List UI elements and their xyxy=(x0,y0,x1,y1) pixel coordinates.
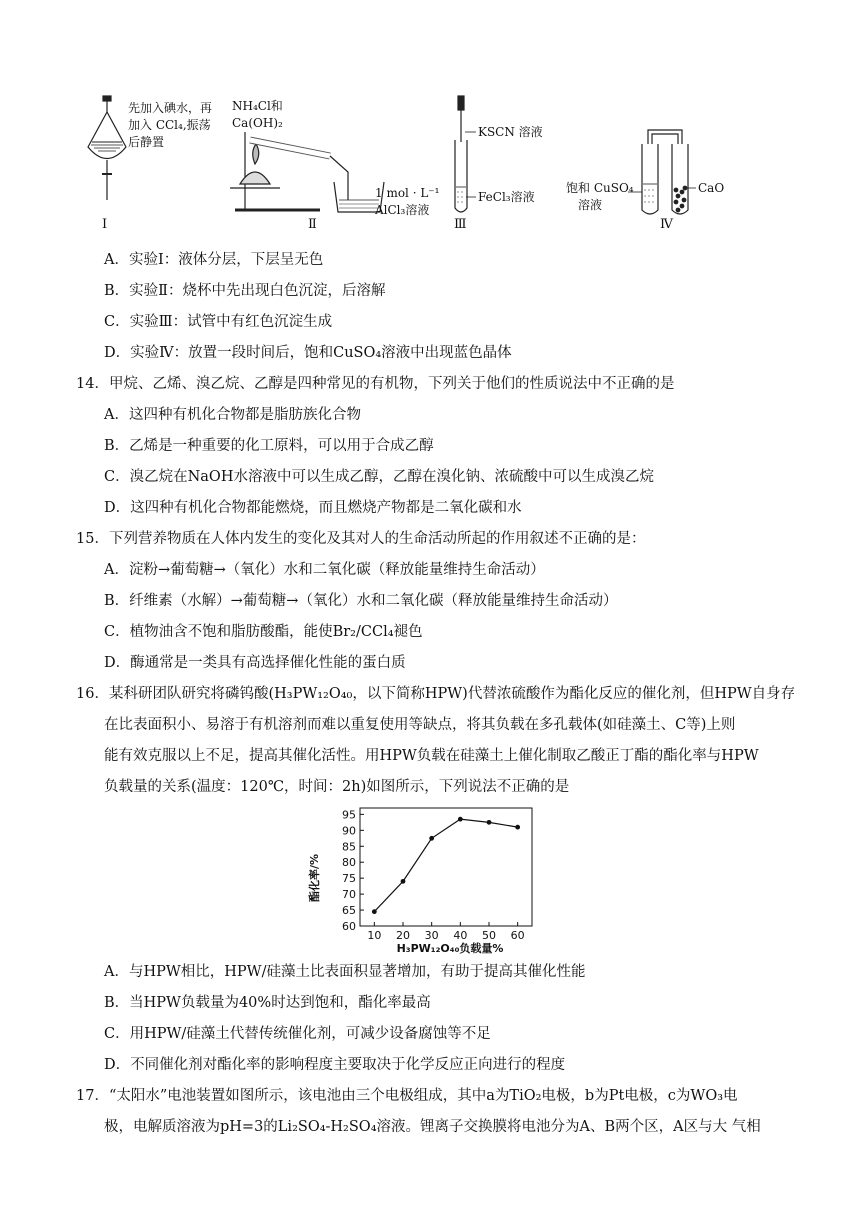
chart-y-tick-label: 95 xyxy=(342,808,356,822)
q14-option-d: D．这四种有机化合物都能燃烧，而且燃烧产物都是二氧化碳和水 xyxy=(104,500,522,516)
chart-data-point xyxy=(458,817,463,822)
q16-stem-line2: 在比表面积小、易溶于有机溶剂而难以重复使用等缺点，将其负载在多孔载体(如硅藻土、C等)上则 xyxy=(104,717,736,733)
chart-y-tick-label: 60 xyxy=(342,920,356,933)
figure-I-label: I xyxy=(102,217,108,232)
figure-I-separatory-funnel xyxy=(88,96,126,200)
q15-stem: 15．下列营养物质在人体内发生的变化及其对人的生命活动所起的作用叙述不正确的是： xyxy=(76,531,646,547)
figure-II-beaker-line2: AlCl₃溶液 xyxy=(375,203,430,217)
chart-y-tick-label: 65 xyxy=(342,904,356,918)
chart-x-tick-label: 60 xyxy=(510,929,525,942)
chart-y-tick-label: 70 xyxy=(342,888,356,902)
chart-y-tick-label: 90 xyxy=(342,824,356,838)
chart-y-tick-label: 75 xyxy=(342,872,356,886)
figure-II-apparatus xyxy=(230,132,384,212)
chart-data-point xyxy=(401,879,406,884)
figure-III-tube-label: FeCl₃溶液 xyxy=(478,190,535,204)
chart-x-tick-label: 20 xyxy=(396,929,410,942)
q15-option-b: B．纤维素（水解）→葡萄糖→（氧化）水和二氧化碳（释放能量维持生命活动） xyxy=(104,593,618,609)
figure-II-label: Ⅱ xyxy=(308,217,317,232)
figure-I-note-line1: 先加入碘水，再 xyxy=(128,101,213,115)
esterification-rate-chart xyxy=(300,800,540,958)
q16-option-a: A．与HPW相比，HPW/硅藻土比表面积显著增加，有助于提高其催化性能 xyxy=(104,964,586,980)
figure-IV-label: Ⅳ xyxy=(660,217,673,232)
chart-y-tick-label: 85 xyxy=(342,840,356,854)
figure-II-beaker-line1: 1 mol · L⁻¹ xyxy=(375,186,440,200)
q14-option-c: C．溴乙烷在NaOH水溶液中可以生成乙醇，乙醇在溴化钠、浓硫酸中可以生成溴乙烷 xyxy=(104,469,654,485)
chart-x-tick-label: 50 xyxy=(482,929,496,942)
figure-II-reagent-line1: NH₄Cl和 xyxy=(232,99,283,113)
figure-IV-right-label: CaO xyxy=(698,181,725,195)
q16-option-d: D．不同催化剂对酯化率的影响程度主要取决于化学反应正向进行的程度 xyxy=(104,1057,566,1073)
q15-option-c: C．植物油含不饱和脂肪酸酯，能使Br₂/CCl₄褪色 xyxy=(104,624,423,640)
q16-stem-line3: 能有效克服以上不足，提高其催化活性。用HPW负载在硅藻土上催化制取乙酸正丁酯的酯化率与HPW xyxy=(104,748,759,764)
chart-x-axis-label: H₃PW₁₂O₄₀负载量% xyxy=(396,942,504,955)
figure-III-test-tube xyxy=(455,96,476,212)
chart-data-point xyxy=(487,820,492,825)
chart-x-tick-label: 10 xyxy=(367,929,382,942)
q13-option-a: A．实验Ⅰ：液体分层，下层呈无色 xyxy=(104,252,324,268)
q13-option-b: B．实验Ⅱ：烧杯中先出现白色沉淀，后溶解 xyxy=(104,283,386,299)
q14-option-a: A．这四种有机化合物都是脂肪族化合物 xyxy=(104,407,361,423)
figure-I-note-line2: 加入 CCl₄,振荡 xyxy=(128,118,211,132)
q13-option-d: D．实验Ⅳ：放置一段时间后，饱和CuSO₄溶液中出现蓝色晶体 xyxy=(104,345,512,361)
figure-II-reagent-line2: Ca(OH)₂ xyxy=(232,116,283,130)
chart-y-tick-label: 80 xyxy=(342,856,356,870)
chart-x-tick-label: 40 xyxy=(453,929,468,942)
chart-data-point xyxy=(372,909,377,914)
q13-option-c: C．实验Ⅲ：试管中有红色沉淀生成 xyxy=(104,314,333,330)
q16-stem-line1: 16．某科研团队研究将磷钨酸(H₃PW₁₂O₄₀，以下简称HPW)代替浓硫酸作为酯化反应的催化剂，但HPW自身存 xyxy=(76,686,796,702)
chart-x-tick-label: 30 xyxy=(424,929,439,942)
figure-III-label: Ⅲ xyxy=(454,217,467,232)
q14-stem: 14．甲烷、乙烯、溴乙烷、乙醇是四种常见的有机物，下列关于他们的性质说法中不正确的是 xyxy=(76,376,675,392)
figure-IV-left-line2: 溶液 xyxy=(578,198,603,212)
q16-stem-line4: 负载量的关系(温度：120℃，时间：2h)如图所示，下列说法不正确的是 xyxy=(104,779,570,795)
experiment-figures xyxy=(80,92,780,234)
q15-option-a: A．淀粉→葡萄糖→（氧化）水和二氧化碳（释放能量维持生命活动） xyxy=(104,562,545,578)
chart-series-line xyxy=(374,819,517,911)
q15-option-d: D．酶通常是一类具有高选择催化性能的蛋白质 xyxy=(104,655,406,671)
chart-y-axis-label: 酯化率/% xyxy=(308,853,321,903)
figure-I-note-line3: 后静置 xyxy=(128,135,165,149)
q17-stem-line1: 17．“太阳水”电池装置如图所示，该电池由三个电极组成，其中a为TiO₂电极，b为Pt电极，c为WO₃电 xyxy=(76,1088,738,1104)
q17-stem-line2: 极，电解质溶液为pH=3的Li₂SO₄-H₂SO₄溶液。锂离子交换膜将电池分为A、B两个区，A区与大 气相 xyxy=(104,1119,761,1135)
figure-IV-left-line1: 饱和 CuSO₄ xyxy=(566,181,634,195)
chart-data-point xyxy=(515,825,520,830)
q14-option-b: B．乙烯是一种重要的化工原料，可以用于合成乙醇 xyxy=(104,438,434,454)
figure-III-dropper-label: KSCN 溶液 xyxy=(478,125,543,139)
q16-option-c: C．用HPW/硅藻土代替传统催化剂，可减少设备腐蚀等不足 xyxy=(104,1026,491,1042)
chart-data-point xyxy=(429,836,434,841)
figure-IV-tubes xyxy=(628,130,696,214)
q16-option-b: B．当HPW负载量为40%时达到饱和，酯化率最高 xyxy=(104,995,431,1011)
